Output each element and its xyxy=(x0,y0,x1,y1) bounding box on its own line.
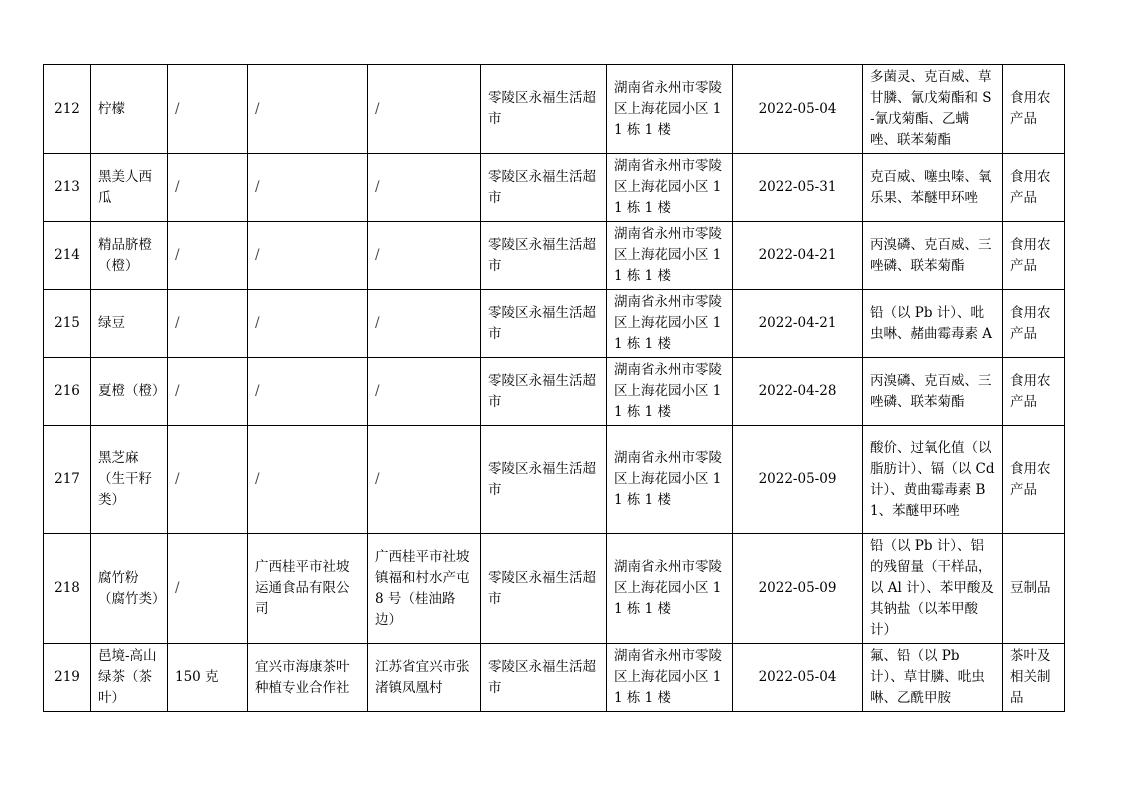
sampled-unit: 零陵区永福生活超市 xyxy=(481,222,607,290)
table-row xyxy=(44,534,1065,644)
test-items: 酸价、过氧化值（以脂肪计）、镉（以 Cd 计）、黄曲霉毒素 B1、苯醚甲环唑 xyxy=(863,426,1003,534)
sample-spec: 150 克 xyxy=(168,644,248,712)
sampled-unit-address: 湖南省永州市零陵区上海花园小区 11 栋 1 楼 xyxy=(607,534,733,644)
sample-name: 黑美人西瓜 xyxy=(91,154,168,222)
sampled-unit: 零陵区永福生活超市 xyxy=(481,290,607,358)
sample-spec: / xyxy=(168,222,248,290)
table-row xyxy=(44,644,1065,712)
sampled-unit: 零陵区永福生活超市 xyxy=(481,154,607,222)
sampling-results-table xyxy=(43,64,1065,712)
sampled-unit-address: 湖南省永州市零陵区上海花园小区 11 栋 1 楼 xyxy=(607,154,733,222)
sampled-unit-address: 湖南省永州市零陵区上海花园小区 11 栋 1 楼 xyxy=(607,222,733,290)
producer-address: 江苏省宜兴市张渚镇凤凰村 xyxy=(368,644,481,712)
sample-date: 2022-05-09 xyxy=(733,426,863,534)
food-category: 食用农产品 xyxy=(1003,222,1065,290)
table-row xyxy=(44,358,1065,426)
table-row xyxy=(44,65,1065,154)
sample-name: 黑芝麻（生干籽类） xyxy=(91,426,168,534)
test-items: 丙溴磷、克百威、三唑磷、联苯菊酯 xyxy=(863,222,1003,290)
food-category: 食用农产品 xyxy=(1003,154,1065,222)
producer-address: / xyxy=(368,65,481,154)
table-row xyxy=(44,426,1065,534)
food-category: 食用农产品 xyxy=(1003,358,1065,426)
row-number: 216 xyxy=(44,358,91,426)
row-number: 212 xyxy=(44,65,91,154)
row-number: 217 xyxy=(44,426,91,534)
food-category: 食用农产品 xyxy=(1003,426,1065,534)
producer-name: / xyxy=(248,358,368,426)
sample-date: 2022-04-21 xyxy=(733,222,863,290)
sample-spec: / xyxy=(168,426,248,534)
test-items: 氟、铅（以 Pb 计）、草甘膦、吡虫啉、乙酰甲胺 xyxy=(863,644,1003,712)
sampled-unit: 零陵区永福生活超市 xyxy=(481,534,607,644)
sample-name: 邑境-高山绿茶（茶叶） xyxy=(91,644,168,712)
producer-address: / xyxy=(368,154,481,222)
food-category: 豆制品 xyxy=(1003,534,1065,644)
sample-date: 2022-04-21 xyxy=(733,290,863,358)
producer-name: / xyxy=(248,65,368,154)
sampled-unit: 零陵区永福生活超市 xyxy=(481,65,607,154)
sample-spec: / xyxy=(168,534,248,644)
row-number: 219 xyxy=(44,644,91,712)
sample-spec: / xyxy=(168,154,248,222)
sample-date: 2022-04-28 xyxy=(733,358,863,426)
producer-address: 广西桂平市社坡镇福和村水产屯 8 号（桂油路边） xyxy=(368,534,481,644)
sample-name: 夏橙（橙） xyxy=(91,358,168,426)
producer-name: / xyxy=(248,426,368,534)
sampled-unit-address: 湖南省永州市零陵区上海花园小区 11 栋 1 楼 xyxy=(607,358,733,426)
test-items: 铅（以 Pb 计）、铝的残留量（干样品，以 Al 计）、苯甲酸及其钠盐（以苯甲酸计） xyxy=(863,534,1003,644)
producer-address: / xyxy=(368,426,481,534)
sample-date: 2022-05-31 xyxy=(733,154,863,222)
row-number: 214 xyxy=(44,222,91,290)
sampled-unit: 零陵区永福生活超市 xyxy=(481,426,607,534)
sample-name: 腐竹粉（腐竹类） xyxy=(91,534,168,644)
sample-name: 柠檬 xyxy=(91,65,168,154)
row-number: 213 xyxy=(44,154,91,222)
producer-address: / xyxy=(368,290,481,358)
test-items: 铅（以 Pb 计）、吡虫啉、赭曲霉毒素 A xyxy=(863,290,1003,358)
test-items: 多菌灵、克百威、草甘膦、氰戊菊酯和 S-氰戊菊酯、乙螨唑、联苯菊酯 xyxy=(863,65,1003,154)
producer-name: / xyxy=(248,290,368,358)
sampled-unit-address: 湖南省永州市零陵区上海花园小区 11 栋 1 楼 xyxy=(607,65,733,154)
food-category: 食用农产品 xyxy=(1003,290,1065,358)
table-row xyxy=(44,154,1065,222)
test-items: 克百威、噻虫嗪、氧乐果、苯醚甲环唑 xyxy=(863,154,1003,222)
table-row xyxy=(44,222,1065,290)
sample-spec: / xyxy=(168,358,248,426)
sample-name: 精品脐橙（橙） xyxy=(91,222,168,290)
test-items: 丙溴磷、克百威、三唑磷、联苯菊酯 xyxy=(863,358,1003,426)
table-row xyxy=(44,290,1065,358)
sampled-unit: 零陵区永福生活超市 xyxy=(481,358,607,426)
sampled-unit-address: 湖南省永州市零陵区上海花园小区 11 栋 1 楼 xyxy=(607,426,733,534)
food-category: 茶叶及相关制品 xyxy=(1003,644,1065,712)
row-number: 218 xyxy=(44,534,91,644)
food-category: 食用农产品 xyxy=(1003,65,1065,154)
sampled-unit: 零陵区永福生活超市 xyxy=(481,644,607,712)
sample-date: 2022-05-04 xyxy=(733,644,863,712)
sample-spec: / xyxy=(168,290,248,358)
producer-name: 广西桂平市社坡运通食品有限公司 xyxy=(248,534,368,644)
row-number: 215 xyxy=(44,290,91,358)
producer-name: 宜兴市海康茶叶种植专业合作社 xyxy=(248,644,368,712)
producer-address: / xyxy=(368,358,481,426)
sampled-unit-address: 湖南省永州市零陵区上海花园小区 11 栋 1 楼 xyxy=(607,644,733,712)
producer-address: / xyxy=(368,222,481,290)
sampled-unit-address: 湖南省永州市零陵区上海花园小区 11 栋 1 楼 xyxy=(607,290,733,358)
producer-name: / xyxy=(248,154,368,222)
sample-spec: / xyxy=(168,65,248,154)
sample-name: 绿豆 xyxy=(91,290,168,358)
sample-date: 2022-05-09 xyxy=(733,534,863,644)
sample-date: 2022-05-04 xyxy=(733,65,863,154)
producer-name: / xyxy=(248,222,368,290)
